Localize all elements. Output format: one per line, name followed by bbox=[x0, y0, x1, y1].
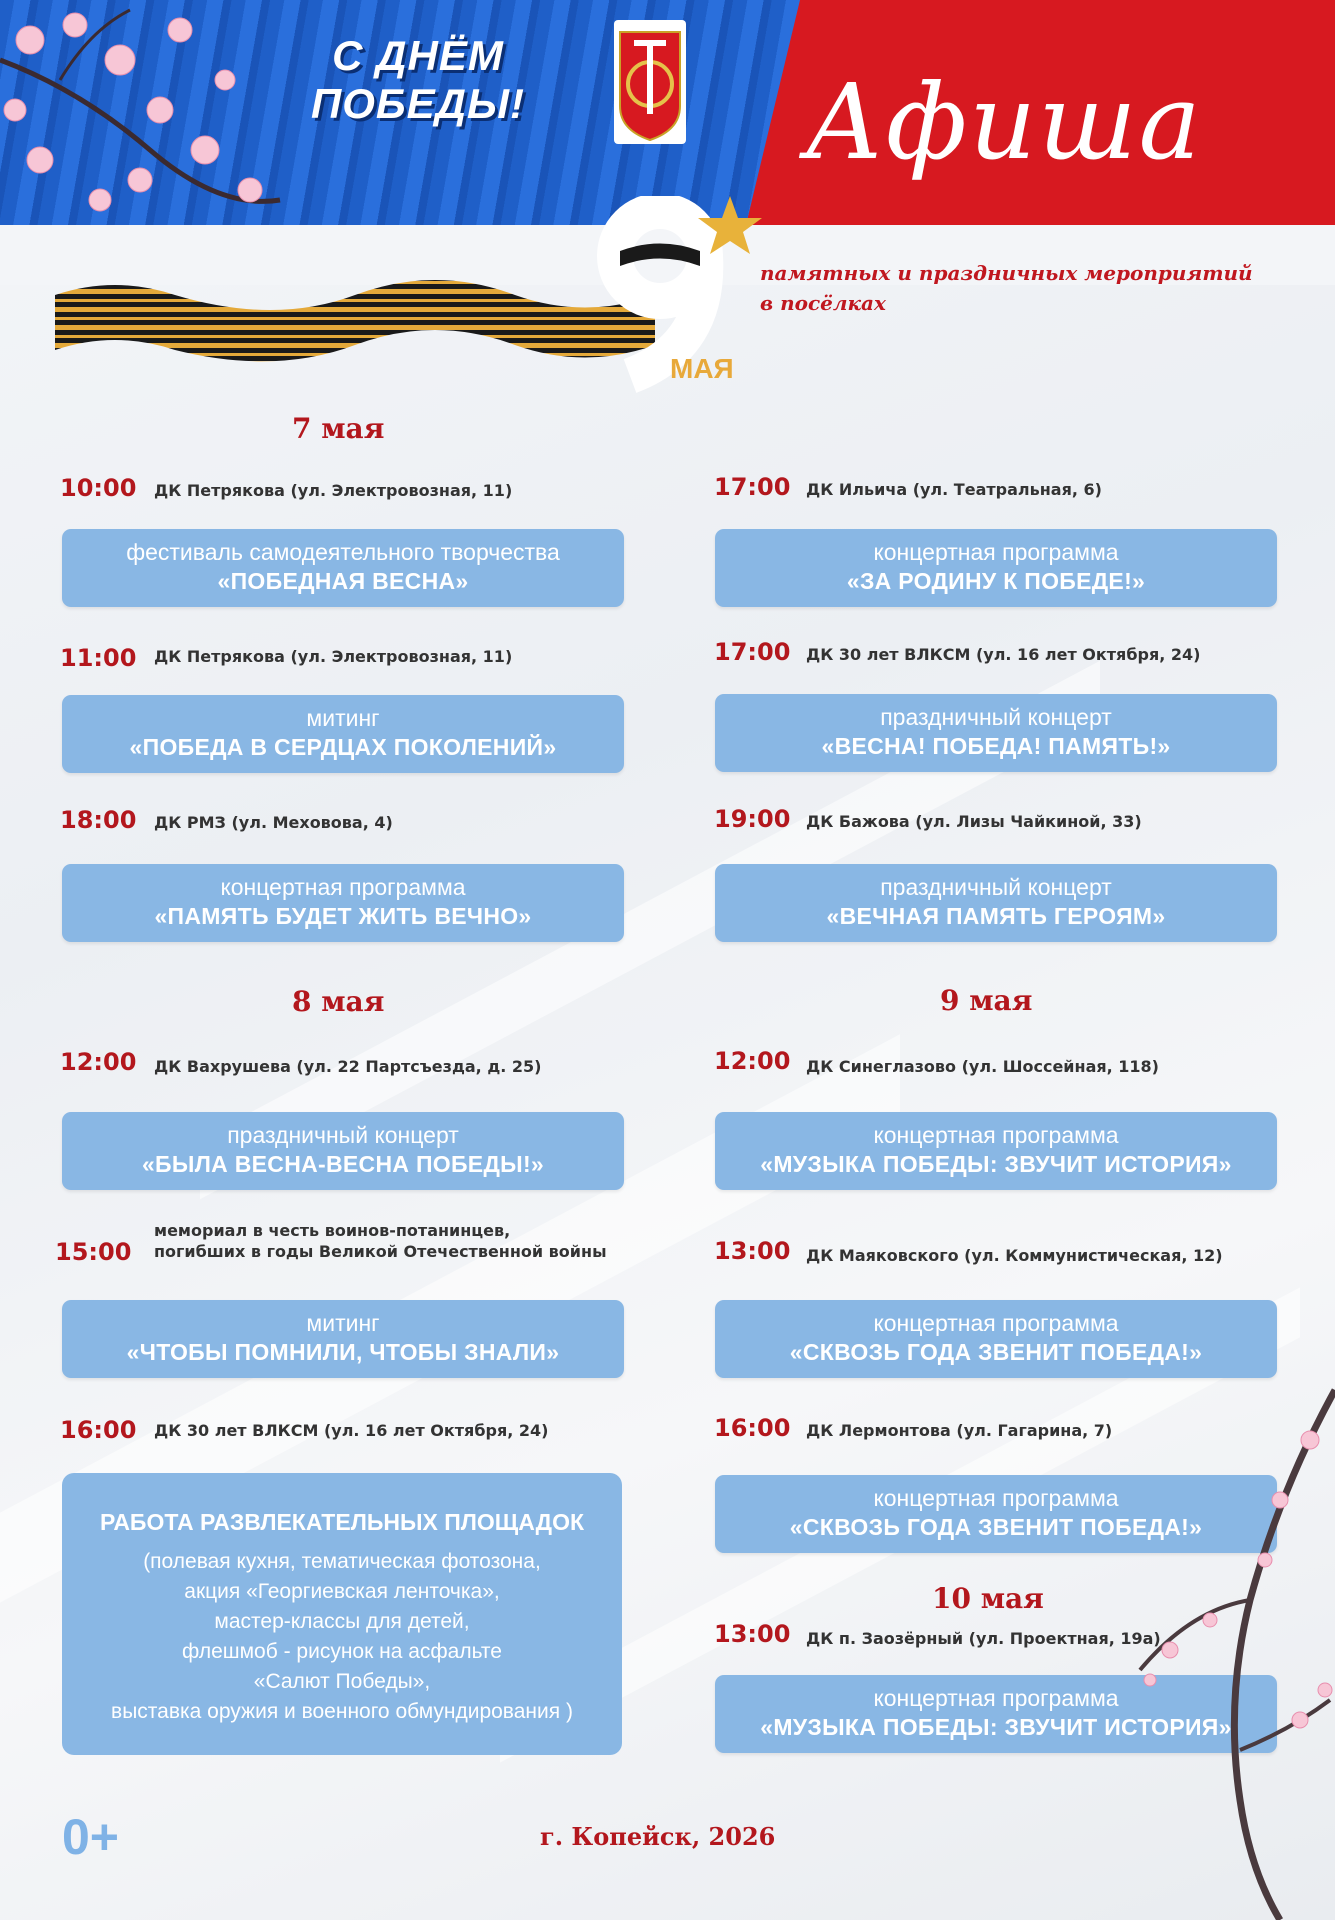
month-label: МАЯ bbox=[670, 353, 734, 384]
event-venue: ДК РМЗ (ул. Меховова, 4) bbox=[154, 813, 393, 832]
event-time: 10:00 bbox=[60, 474, 137, 502]
day-heading-may8: 8 мая bbox=[292, 985, 385, 1018]
event-title: «БЫЛА ВЕСНА-ВЕСНА ПОБЕДЫ!» bbox=[141, 1151, 545, 1177]
activities-card bbox=[62, 1473, 622, 1755]
city-coat-of-arms-icon bbox=[612, 18, 688, 146]
event-kind: концертная программа bbox=[873, 1485, 1119, 1511]
city-year: г. Копейск, 2026 bbox=[540, 1822, 776, 1851]
event-card bbox=[715, 1112, 1277, 1190]
event-kind: фестиваль самодеятельного творчества bbox=[126, 539, 560, 565]
event-title: «ЗА РОДИНУ К ПОБЕДЕ!» bbox=[846, 568, 1146, 594]
day-heading-may7: 7 мая bbox=[292, 412, 385, 445]
event-kind: праздничный концерт bbox=[880, 874, 1112, 900]
event-time: 13:00 bbox=[714, 1620, 791, 1648]
event-kind: концертная программа bbox=[873, 1685, 1119, 1711]
event-card bbox=[62, 1112, 624, 1190]
event-venue: ДК Бажова (ул. Лизы Чайкиной, 33) bbox=[806, 812, 1142, 831]
day-heading-may9: 9 мая bbox=[940, 984, 1033, 1017]
event-venue: ДК 30 лет ВЛКСМ (ул. 16 лет Октября, 24) bbox=[806, 645, 1201, 664]
age-rating: 0+ bbox=[62, 1809, 120, 1865]
event-card bbox=[62, 864, 624, 942]
activity-line: выставка оружия и военного обмундирования ) bbox=[111, 1700, 573, 1723]
event-title: «ПОБЕДНАЯ ВЕСНА» bbox=[217, 568, 469, 594]
event-venue: ДК Вахрушева (ул. 22 Партсъезда, д. 25) bbox=[154, 1057, 542, 1076]
event-title: «ВЕЧНАЯ ПАМЯТЬ ГЕРОЯМ» bbox=[826, 903, 1166, 929]
event-time: 17:00 bbox=[714, 638, 791, 666]
event-time: 15:00 bbox=[55, 1238, 132, 1266]
nine-may-emblem-icon bbox=[560, 196, 780, 396]
event-venue: ДК Ильича (ул. Театральная, 6) bbox=[806, 480, 1102, 499]
event-venue bbox=[154, 1220, 607, 1262]
event-title: «ВЕСНА! ПОБЕДА! ПАМЯТЬ!» bbox=[821, 733, 1171, 759]
event-time: 17:00 bbox=[714, 473, 791, 501]
venue-line-1: мемориал в честь воинов-потанинцев, bbox=[154, 1221, 511, 1240]
event-kind: концертная программа bbox=[873, 539, 1119, 565]
event-venue: ДК Петрякова (ул. Электровозная, 11) bbox=[154, 481, 513, 500]
greeting-title bbox=[288, 32, 548, 128]
event-card bbox=[715, 694, 1277, 772]
subtitle-line-1: памятных и праздничных мероприятий bbox=[760, 261, 1253, 285]
event-time: 12:00 bbox=[60, 1048, 137, 1076]
greeting-line-2: ПОБЕДЫ! bbox=[311, 80, 525, 127]
event-kind: концертная программа bbox=[220, 874, 466, 900]
event-card bbox=[62, 695, 624, 773]
cherry-blossom-bottom-icon bbox=[1130, 1370, 1335, 1920]
day-heading-may10: 10 мая bbox=[932, 1582, 1044, 1615]
event-kind: концертная программа bbox=[873, 1310, 1119, 1336]
event-venue: ДК Лермонтова (ул. Гагарина, 7) bbox=[806, 1421, 1113, 1440]
venue-line-2: погибших в годы Великой Отечественной войны bbox=[154, 1242, 607, 1261]
event-kind: митинг bbox=[306, 1310, 380, 1336]
event-title: «СКВОЗЬ ГОДА ЗВЕНИТ ПОБЕДА!» bbox=[789, 1514, 1203, 1540]
event-kind: праздничный концерт bbox=[227, 1122, 459, 1148]
activity-line: «Салют Победы», bbox=[253, 1670, 431, 1693]
event-time: 13:00 bbox=[714, 1237, 791, 1265]
activity-line: флешмоб - рисунок на асфальте bbox=[182, 1640, 502, 1663]
event-venue: ДК п. Заозёрный (ул. Проектная, 19а) bbox=[806, 1629, 1161, 1648]
activity-line: акция «Георгиевская ленточка», bbox=[184, 1580, 500, 1603]
cherry-blossom-top-icon bbox=[0, 0, 290, 240]
event-card bbox=[715, 529, 1277, 607]
event-venue: ДК Петрякова (ул. Электровозная, 11) bbox=[154, 647, 513, 666]
event-time: 11:00 bbox=[60, 644, 137, 672]
event-title: «МУЗЫКА ПОБЕДЫ: ЗВУЧИТ ИСТОРИЯ» bbox=[760, 1714, 1232, 1740]
event-title: «МУЗЫКА ПОБЕДЫ: ЗВУЧИТ ИСТОРИЯ» bbox=[760, 1151, 1232, 1177]
event-venue: ДК Маяковского (ул. Коммунистическая, 12) bbox=[806, 1246, 1223, 1265]
event-time: 16:00 bbox=[714, 1414, 791, 1442]
subtitle-line-2: в посёлках bbox=[760, 291, 886, 315]
event-card bbox=[62, 1300, 624, 1378]
event-title: «ПАМЯТЬ БУДЕТ ЖИТЬ ВЕЧНО» bbox=[154, 903, 532, 929]
poster-title: Афиша bbox=[805, 61, 1203, 183]
event-title: «ЧТОБЫ ПОМНИЛИ, ЧТОБЫ ЗНАЛИ» bbox=[126, 1339, 560, 1365]
event-kind: концертная программа bbox=[873, 1122, 1119, 1148]
event-card bbox=[715, 864, 1277, 942]
event-title: «СКВОЗЬ ГОДА ЗВЕНИТ ПОБЕДА!» bbox=[789, 1339, 1203, 1365]
event-card bbox=[62, 529, 624, 607]
event-time: 18:00 bbox=[60, 806, 137, 834]
activities-heading: РАБОТА РАЗВЛЕКАТЕЛЬНЫХ ПЛОЩАДОК bbox=[100, 1509, 584, 1535]
event-kind: праздничный концерт bbox=[880, 704, 1112, 730]
event-venue: ДК Синеглазово (ул. Шоссейная, 118) bbox=[806, 1057, 1159, 1076]
event-time: 16:00 bbox=[60, 1416, 137, 1444]
poster-subtitle bbox=[760, 258, 1253, 318]
greeting-line-1: С ДНЁМ bbox=[332, 32, 504, 79]
event-time: 19:00 bbox=[714, 805, 791, 833]
event-time: 12:00 bbox=[714, 1047, 791, 1075]
event-card bbox=[715, 1300, 1277, 1378]
activity-line: мастер-классы для детей, bbox=[214, 1610, 470, 1633]
event-venue: ДК 30 лет ВЛКСМ (ул. 16 лет Октября, 24) bbox=[154, 1421, 549, 1440]
event-title: «ПОБЕДА В СЕРДЦАХ ПОКОЛЕНИЙ» bbox=[129, 734, 557, 760]
activity-line: (полевая кухня, тематическая фотозона, bbox=[143, 1550, 541, 1573]
event-kind: митинг bbox=[306, 705, 380, 731]
